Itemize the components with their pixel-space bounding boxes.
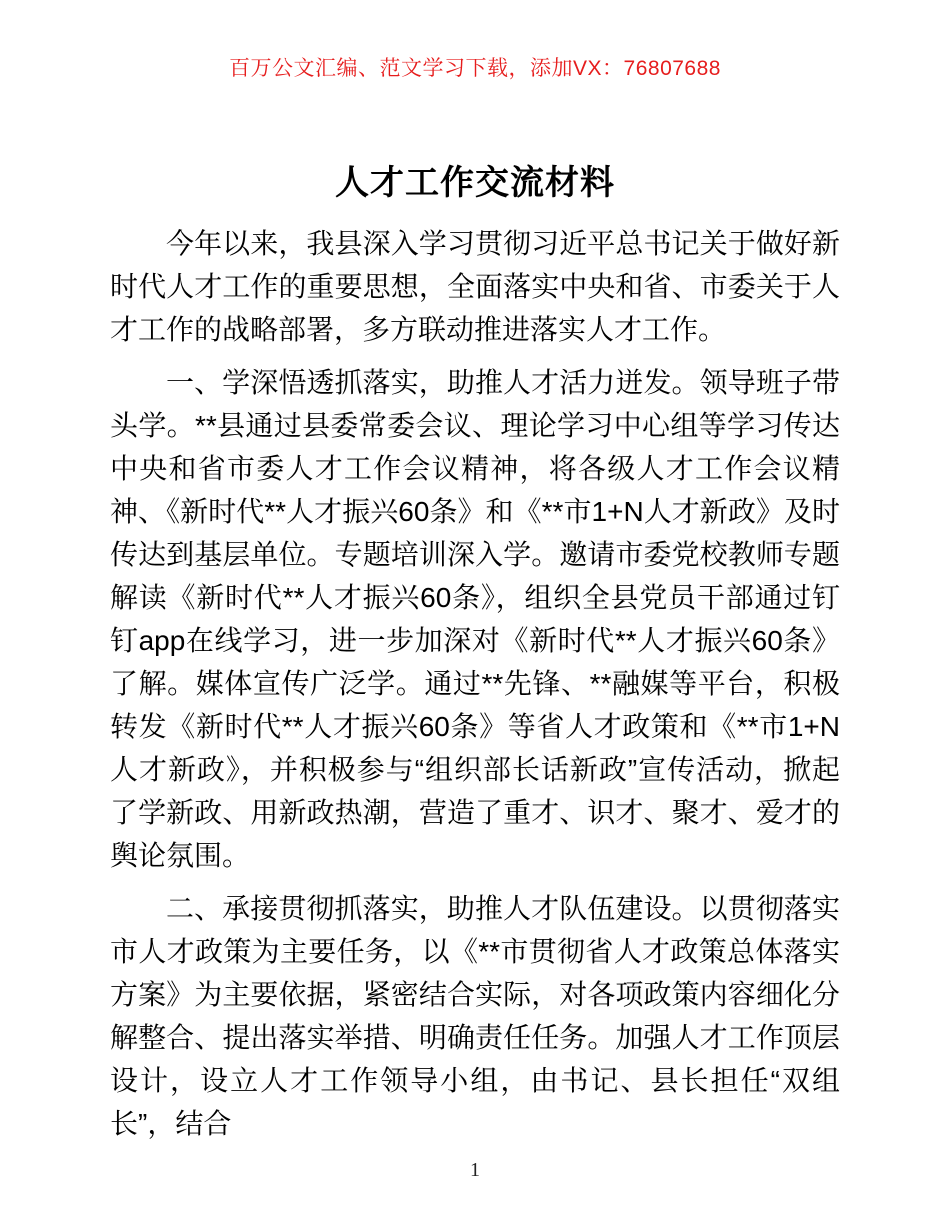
document-body xyxy=(110,222,840,1145)
page-number: 1 xyxy=(470,1159,480,1181)
promo-header-text: 百万公文汇编、范文学习下载，添加VX：76807688 xyxy=(229,57,721,80)
body-paragraph-section-1: 一、学深悟透抓落实，助推人才活力迸发。领导班子带头学。**县通过县委常委会议、理论学习中心组等学习传达中央和省市委人才工作会议精神，将各级人才工作会议精神、《新时代**人才振兴60条》和《**市1+N人才新政》及时传达到基层单位。专题培训深入学。邀请市委党校教师专题解读《新时代**人才振兴60条》，组织全县党员干部通过钉钉app在线学习，进一步加深对《新时代**人才振兴60条》了解。媒体宣传广泛学。通过**先锋、**融媒等平台，积极转发《新时代**人才振兴60条》等省人才政策和《**市1+N人才新政》，并积极参与“组织部长话新政”宣传活动，掀起了学新政、用新政热潮，营造了重才、识才、聚才、爱才的舆论氛围。 xyxy=(110,367,840,871)
body-paragraph-intro: 今年以来，我县深入学习贯彻习近平总书记关于做好新时代人才工作的重要思想，全面落实中央和省、市委关于人才工作的战略部署，多方联动推进落实人才工作。 xyxy=(110,228,840,345)
document-title: 人才工作交流材料 xyxy=(335,164,615,202)
body-paragraph-section-2: 二、承接贯彻抓落实，助推人才队伍建设。以贯彻落实市人才政策为主要任务，以《**市贯彻省人才政策总体落实方案》为主要依据，紧密结合实际，对各项政策内容细化分解整合、提出落实举措、明确责任任务。加强人才工作顶层设计，设立人才工作领导小组，由书记、县长担任“双组长”，结合 xyxy=(110,893,840,1139)
